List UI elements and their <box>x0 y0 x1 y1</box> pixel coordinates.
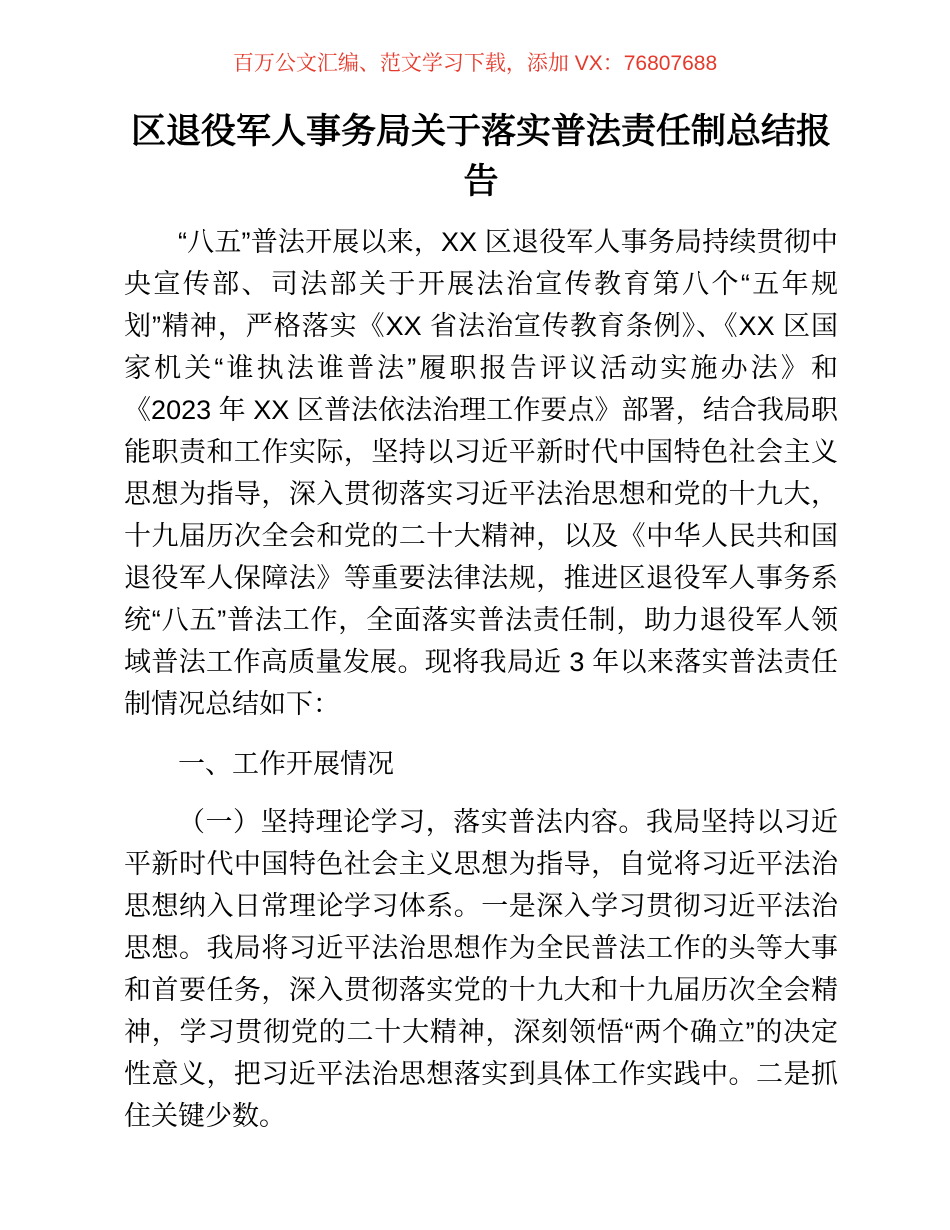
section-heading: 一、工作开展情况 <box>178 749 394 779</box>
paragraph: （一）坚持理论学习，落实普法内容。我局坚持以习近平新时代中国特色社会主义思想为指导，自觉将习近平法治思想纳入日常理论学习体系。一是深入学习贯彻习近平法治思想。我局将习近平法治思想作为全民普法工作的头等大事和首要任务，深入贯彻落实党的十九大和十九届历次全会精神，学习贯彻党的二十大精神，深刻领悟“两个确立”的决定性意义，把习近平法治思想落实到具体工作实践中。二是抓住关键少数。 <box>124 807 838 1131</box>
watermark-notice: 百万公文汇编、范文学习下载，添加 VX：76807688 <box>232 52 718 75</box>
document-title: 区退役军人事务局关于落实普法责任制总结报告 <box>130 112 831 201</box>
paragraph: “八五”普法开展以来，XX 区退役军人事务局持续贯彻中央宣传部、司法部关于开展法治宣传教育第八个“五年规划”精神，严格落实《XX 省法治宣传教育条例》、《XX 区国家机关“谁执法谁普法”履职报告评议活动实施办法》和《2023 年 XX 区普法依法治理工作要点》部署，结合我局职能职责和工作实际，坚持以习近平新时代中国特色社会主义思想为指导，深入贯彻落实习近平法治思想和党的十九大，十九届历次全会和党的二十大精神，以及《中华人民共和国退役军人保障法》等重要法律法规，推进区退役军人事务系统“八五”普法工作，全面落实普法责任制，助力退役军人领域普法工作高质量发展。现将我局近 3 年以来落实普法责任制情况总结如下： <box>124 227 838 719</box>
document-body <box>124 221 838 1137</box>
